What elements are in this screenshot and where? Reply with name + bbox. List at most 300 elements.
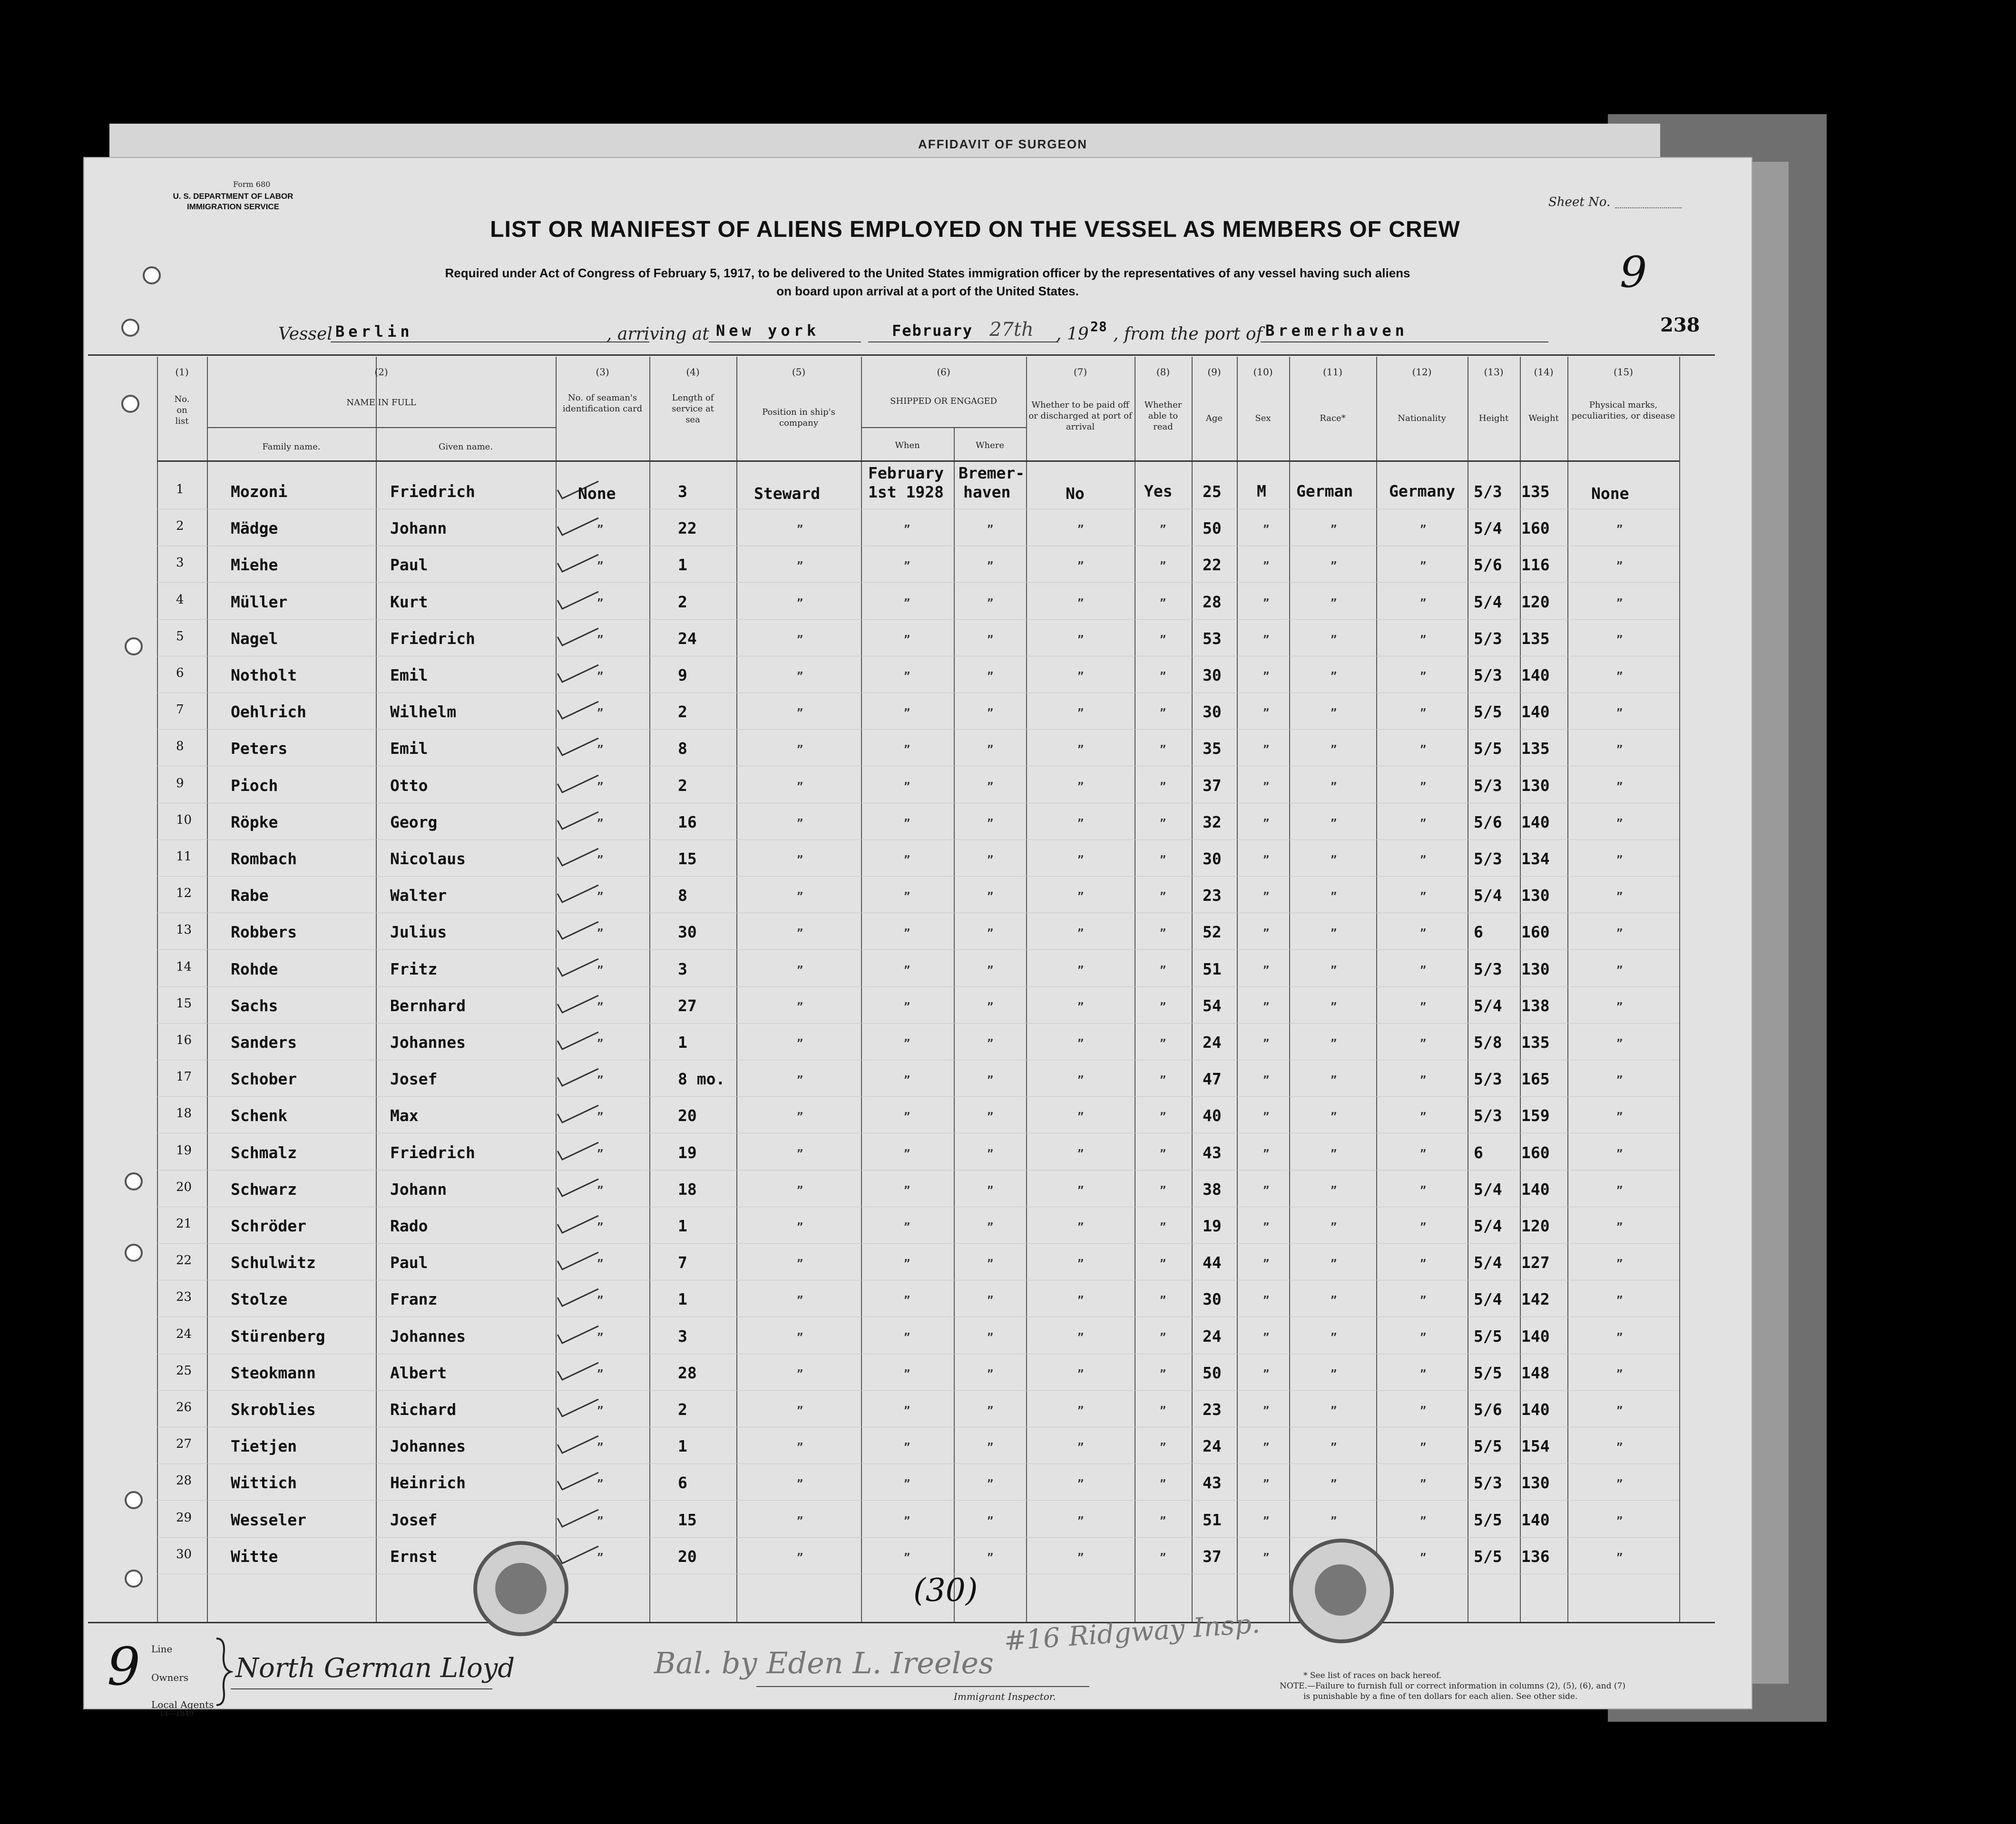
given-name: Johann (390, 1180, 447, 1199)
family-name: Oehlrich (231, 702, 306, 722)
ditto-mark-id-card: ” (597, 854, 604, 866)
ditto-mark-paid-off: ” (1077, 1038, 1084, 1050)
ditto-mark-position: ” (797, 964, 803, 976)
checkmark-icon (556, 700, 604, 722)
weight: 140 (1521, 702, 1550, 722)
row-rule (157, 729, 1679, 730)
ditto-mark-position: ” (797, 524, 803, 536)
table-row (0, 916, 2016, 952)
age: 23 (1203, 1400, 1222, 1419)
family-name: Mozoni (231, 482, 288, 501)
row1-physical: None (1591, 484, 1629, 503)
ditto-mark-race: ” (1331, 1111, 1337, 1123)
given-name: Nicolaus (390, 849, 466, 868)
inspector-label: Immigrant Inspector. (954, 1691, 1056, 1702)
weight: 140 (1521, 812, 1550, 831)
service-name: IMMIGRATION SERVICE (187, 202, 279, 211)
ditto-mark-where: ” (987, 1258, 994, 1270)
checkmark-icon (556, 1508, 604, 1531)
agency-block (147, 191, 319, 212)
list-number: 28 (176, 1473, 192, 1488)
age: 32 (1203, 812, 1222, 831)
date-underline (868, 341, 1058, 342)
table-row (0, 806, 2016, 842)
row1-where-line2: haven (963, 483, 1011, 501)
ditto-mark-when: ” (904, 1038, 910, 1050)
ditto-mark-position: ” (797, 1551, 803, 1564)
family-name: Mädge (231, 519, 278, 538)
ditto-mark-when: ” (904, 1442, 910, 1454)
age: 53 (1203, 629, 1222, 648)
ditto-mark-position: ” (797, 1442, 803, 1454)
ditto-mark-physical: ” (1616, 1001, 1623, 1013)
ditto-mark-nationality: ” (1420, 1148, 1427, 1160)
ditto-mark-nationality: ” (1420, 1442, 1427, 1454)
height: 5/5 (1474, 1363, 1502, 1382)
ditto-mark-physical: ” (1616, 707, 1623, 720)
family-name: Schröder (231, 1217, 306, 1235)
ditto-mark-paid-off: ” (1077, 524, 1084, 536)
row-rule (157, 839, 1679, 840)
header-length-service: Length of service at sea (672, 393, 714, 425)
given-name: Friedrich (390, 482, 475, 501)
ditto-mark-nationality: ” (1420, 1368, 1427, 1380)
family-name: Schwarz (231, 1180, 297, 1199)
ditto-mark-where: ” (987, 1148, 994, 1160)
handwritten-sheet-number: 9 (1620, 247, 1647, 297)
form-code: 14—1849 (159, 1709, 194, 1718)
ditto-mark-paid-off: ” (1077, 1184, 1084, 1197)
vessel-line (278, 319, 1705, 347)
list-number: 18 (176, 1106, 192, 1121)
family-name: Stolze (231, 1290, 288, 1309)
height: 5/3 (1474, 849, 1502, 868)
weight: 160 (1521, 923, 1550, 942)
age: 50 (1203, 1363, 1222, 1382)
checkmark-icon (556, 994, 604, 1016)
ditto-mark-id-card: ” (597, 817, 604, 829)
table-row (0, 1026, 2016, 1063)
table-row (0, 1320, 2016, 1356)
ditto-mark-id-card: ” (597, 1295, 604, 1307)
ditto-mark-race: ” (1331, 1001, 1337, 1013)
ditto-mark-physical: ” (1616, 964, 1623, 976)
page-subtitle (304, 264, 1551, 300)
ditto-mark-able-read: ” (1160, 1184, 1166, 1197)
ditto-mark-position: ” (797, 1184, 803, 1197)
table-row (0, 1100, 2016, 1136)
column-number-9: (9) (1207, 366, 1221, 378)
ditto-mark-id-card: ” (597, 1148, 604, 1160)
height: 5/6 (1474, 556, 1502, 575)
header-given-name: Given name. (438, 442, 493, 452)
height: 5/8 (1474, 1033, 1502, 1052)
age: 44 (1203, 1253, 1222, 1272)
owners-underline (231, 1688, 492, 1689)
given-name: Otto (390, 776, 428, 795)
ditto-mark-race: ” (1331, 1368, 1337, 1380)
header-where: Where (975, 440, 1004, 450)
checkmark-icon (556, 553, 604, 575)
family-name: Schmalz (231, 1143, 297, 1162)
given-name: Johannes (390, 1437, 466, 1456)
length-of-service: 20 (678, 1547, 697, 1566)
ditto-mark-when: ” (904, 524, 910, 536)
ditto-mark-able-read: ” (1160, 817, 1166, 829)
family-name: Robbers (231, 923, 297, 942)
table-row (0, 843, 2016, 879)
ditto-mark-id-card: ” (597, 891, 604, 903)
height: 5/3 (1474, 482, 1502, 501)
age: 54 (1203, 996, 1222, 1015)
checkmark-icon (556, 1177, 604, 1200)
ditto-mark-when: ” (904, 1405, 910, 1417)
ditto-mark-where: ” (987, 707, 994, 720)
ditto-mark-sex: ” (1263, 1368, 1270, 1380)
ditto-mark-sex: ” (1263, 560, 1270, 573)
ditto-mark-paid-off: ” (1077, 707, 1084, 720)
given-name: Josef (390, 1510, 438, 1529)
length-of-service: 2 (678, 592, 687, 611)
list-number: 8 (176, 739, 184, 754)
table-top-rule (88, 354, 1715, 356)
ditto-mark-nationality: ” (1420, 927, 1427, 940)
shipped-subheader-rule (861, 427, 1026, 428)
list-number: 5 (176, 629, 184, 644)
ditto-mark-physical: ” (1616, 891, 1623, 903)
column-number-15: (15) (1613, 366, 1634, 378)
height: 5/3 (1474, 1106, 1502, 1125)
height: 5/4 (1474, 996, 1502, 1015)
ditto-mark-where: ” (987, 1038, 994, 1050)
ditto-mark-physical: ” (1616, 817, 1623, 829)
list-number: 25 (176, 1363, 192, 1378)
ditto-mark-race: ” (1331, 1515, 1337, 1527)
ditto-mark-when: ” (904, 780, 910, 793)
checkmark-icon (556, 1361, 604, 1384)
list-number: 9 (176, 776, 184, 790)
ditto-mark-able-read: ” (1160, 1001, 1166, 1013)
ditto-mark-where: ” (987, 634, 994, 646)
ditto-mark-nationality: ” (1420, 1001, 1427, 1013)
ditto-mark-paid-off: ” (1077, 597, 1084, 609)
length-of-service: 1 (678, 1033, 687, 1052)
length-of-service: 2 (678, 702, 687, 722)
ditto-mark-paid-off: ” (1077, 671, 1084, 683)
ditto-mark-able-read: ” (1160, 1368, 1166, 1380)
ditto-mark-nationality: ” (1420, 1295, 1427, 1307)
list-number: 22 (176, 1253, 192, 1268)
column-number-2: (2) (374, 366, 388, 378)
ditto-mark-able-read: ” (1160, 671, 1166, 683)
row1-race: German (1296, 482, 1353, 500)
family-name: Sanders (231, 1033, 297, 1052)
table-row (0, 953, 2016, 989)
inspector-signature-line (756, 1686, 1089, 1687)
year-suffix: 28 (1090, 319, 1107, 334)
header-shipped-engaged: SHIPPED OR ENGAGED (890, 396, 997, 406)
ditto-mark-position: ” (797, 1478, 803, 1491)
ditto-mark-sex: ” (1263, 854, 1270, 866)
ditto-mark-when: ” (904, 854, 910, 866)
ditto-mark-paid-off: ” (1077, 1221, 1084, 1233)
ditto-mark-where: ” (987, 671, 994, 683)
list-number: 20 (176, 1180, 192, 1194)
checkmark-icon (556, 516, 604, 539)
ditto-mark-paid-off: ” (1077, 1295, 1084, 1307)
ditto-mark-where: ” (987, 1184, 994, 1197)
age: 19 (1203, 1217, 1222, 1235)
ditto-mark-when: ” (904, 1515, 910, 1527)
ditto-mark-paid-off: ” (1077, 744, 1084, 756)
weight: 140 (1521, 1400, 1550, 1419)
ditto-mark-sex: ” (1263, 1148, 1270, 1160)
checkmark-icon (556, 663, 604, 686)
ditto-mark-race: ” (1331, 1478, 1337, 1491)
length-of-service: 3 (678, 959, 687, 978)
row1-nationality: Germany (1389, 482, 1456, 500)
age: 37 (1203, 1547, 1222, 1566)
ditto-mark-able-read: ” (1160, 927, 1166, 940)
weight: 159 (1521, 1106, 1550, 1125)
ditto-mark-id-card: ” (597, 597, 604, 609)
ditto-mark-sex: ” (1263, 817, 1270, 829)
ditto-mark-race: ” (1331, 964, 1337, 976)
family-name: Schulwitz (231, 1253, 316, 1272)
ditto-mark-sex: ” (1263, 1184, 1270, 1197)
height: 5/4 (1474, 519, 1502, 538)
column-number-11: (11) (1322, 366, 1343, 378)
ditto-mark-sex: ” (1263, 1442, 1270, 1454)
ditto-mark-id-card: ” (597, 1184, 604, 1197)
given-name: Johannes (390, 1327, 466, 1346)
ditto-mark-position: ” (797, 1038, 803, 1050)
list-number: 6 (176, 666, 184, 680)
given-name: Ernst (390, 1547, 438, 1566)
ditto-mark-position: ” (797, 817, 803, 829)
ditto-mark-id-card: ” (597, 1258, 604, 1270)
age: 37 (1203, 776, 1222, 795)
given-name: Heinrich (390, 1473, 466, 1492)
ditto-mark-paid-off: ” (1077, 1331, 1084, 1344)
ditto-mark-when: ” (904, 1258, 910, 1270)
age: 43 (1203, 1473, 1222, 1492)
ditto-mark-position: ” (797, 1221, 803, 1233)
ditto-mark-nationality: ” (1420, 634, 1427, 646)
ditto-mark-able-read: ” (1160, 560, 1166, 573)
ditto-mark-where: ” (987, 780, 994, 793)
consulate-seal-right (1289, 1539, 1394, 1643)
ditto-mark-able-read: ” (1160, 1442, 1166, 1454)
height: 5/6 (1474, 1400, 1502, 1419)
vessel-name: Berlin (335, 322, 413, 341)
ditto-mark-where: ” (987, 1331, 994, 1344)
ditto-mark-when: ” (904, 1148, 910, 1160)
family-name: Schober (231, 1070, 297, 1089)
height: 6 (1474, 923, 1483, 942)
ditto-mark-sex: ” (1263, 1551, 1270, 1564)
ditto-mark-where: ” (987, 597, 994, 609)
footer-note (1280, 1670, 1708, 1702)
page-number: 238 (1660, 314, 1700, 336)
total-count: (30) (913, 1572, 978, 1609)
list-number: 23 (176, 1290, 192, 1305)
ditto-mark-paid-off: ” (1077, 780, 1084, 793)
length-of-service: 24 (678, 629, 697, 648)
weight: 135 (1521, 482, 1550, 501)
ditto-mark-position: ” (797, 1331, 803, 1344)
note-races: * See list of races on back hereof. (1303, 1671, 1442, 1680)
family-name: Tietjen (231, 1437, 297, 1456)
length-of-service: 27 (678, 996, 697, 1015)
length-of-service: 16 (678, 812, 697, 831)
ditto-mark-sex: ” (1263, 1258, 1270, 1270)
weight: 160 (1521, 519, 1550, 538)
ditto-mark-sex: ” (1263, 1074, 1270, 1087)
ditto-mark-nationality: ” (1420, 1551, 1427, 1564)
ditto-mark-position: ” (797, 744, 803, 756)
ditto-mark-id-card: ” (597, 560, 604, 573)
ditto-mark-id-card: ” (597, 780, 604, 793)
sheet-number-field (1615, 207, 1682, 208)
ditto-mark-nationality: ” (1420, 780, 1427, 793)
family-name: Schenk (231, 1106, 288, 1125)
ditto-mark-id-card: ” (597, 1111, 604, 1123)
ditto-mark-where: ” (987, 1074, 994, 1087)
ditto-mark-id-card: ” (597, 634, 604, 646)
length-of-service: 6 (678, 1473, 687, 1492)
list-number: 21 (176, 1217, 192, 1231)
column-number-7: (7) (1073, 366, 1087, 378)
binder-hole (121, 395, 139, 413)
ditto-mark-physical: ” (1616, 597, 1623, 609)
length-of-service: 18 (678, 1180, 697, 1199)
ditto-mark-where: ” (987, 1221, 994, 1233)
departure-port: Bremerhaven (1265, 322, 1408, 340)
ditto-mark-position: ” (797, 927, 803, 940)
ditto-mark-when: ” (904, 1551, 910, 1564)
height: 5/5 (1474, 702, 1502, 722)
ditto-mark-race: ” (1331, 1074, 1337, 1087)
length-of-service: 30 (678, 923, 697, 942)
table-row (0, 770, 2016, 806)
ditto-mark-nationality: ” (1420, 1258, 1427, 1270)
ditto-mark-able-read: ” (1160, 744, 1166, 756)
ditto-mark-when: ” (904, 707, 910, 720)
length-of-service: 8 mo. (678, 1070, 725, 1089)
ditto-mark-where: ” (987, 964, 994, 976)
height: 6 (1474, 1143, 1483, 1162)
row1-position: Steward (754, 484, 821, 503)
row1-where-line1: Bremer- (959, 464, 1025, 482)
ditto-mark-when: ” (904, 927, 910, 940)
table-row (0, 1173, 2016, 1209)
ditto-mark-race: ” (1331, 1442, 1337, 1454)
ditto-mark-nationality: ” (1420, 1111, 1427, 1123)
ditto-mark-paid-off: ” (1077, 1515, 1084, 1527)
ditto-mark-sex: ” (1263, 1331, 1270, 1344)
ditto-mark-sex: ” (1263, 707, 1270, 720)
weight: 136 (1521, 1547, 1550, 1566)
given-name: Emil (390, 666, 428, 684)
checkmark-icon (556, 883, 604, 906)
age: 24 (1203, 1437, 1222, 1456)
checkmark-icon (556, 736, 604, 759)
checkmark-icon (556, 590, 604, 613)
given-name: Bernhard (390, 996, 466, 1015)
ditto-mark-race: ” (1331, 1184, 1337, 1197)
checkmark-icon (556, 847, 604, 869)
height: 5/5 (1474, 1547, 1502, 1566)
margin-handwritten-number: 9 (107, 1636, 140, 1697)
seal-eagle (1315, 1564, 1366, 1616)
column-number-5: (5) (792, 366, 806, 378)
arrival-day: 27th (989, 319, 1034, 341)
length-of-service: 19 (678, 1143, 697, 1162)
ditto-mark-nationality: ” (1420, 1331, 1427, 1344)
ditto-mark-sex: ” (1263, 927, 1270, 940)
line-label: Line (151, 1643, 173, 1655)
ditto-mark-when: ” (904, 891, 910, 903)
from-port-label: , from the port of (1113, 324, 1262, 344)
ditto-mark-when: ” (904, 1331, 910, 1344)
ditto-mark-id-card: ” (597, 1368, 604, 1380)
length-of-service: 1 (678, 1217, 687, 1235)
column-number-6: (6) (937, 366, 950, 378)
age: 38 (1203, 1180, 1222, 1199)
row-rule (157, 619, 1679, 620)
length-of-service: 3 (678, 482, 687, 501)
ditto-mark-sex: ” (1263, 1001, 1270, 1013)
ditto-mark-race: ” (1331, 1405, 1337, 1417)
column-number-1: (1) (175, 366, 189, 378)
ditto-mark-physical: ” (1616, 560, 1623, 573)
ditto-mark-physical: ” (1616, 1184, 1623, 1197)
ditto-mark-sex: ” (1263, 744, 1270, 756)
height: 5/4 (1474, 592, 1502, 611)
ditto-mark-nationality: ” (1420, 707, 1427, 720)
height: 5/4 (1474, 886, 1502, 905)
ditto-mark-nationality: ” (1420, 1184, 1427, 1197)
ditto-mark-id-card: ” (597, 1074, 604, 1087)
height: 5/3 (1474, 776, 1502, 795)
row-rule (157, 1243, 1679, 1244)
ditto-mark-able-read: ” (1160, 1478, 1166, 1491)
ditto-mark-id-card: ” (597, 927, 604, 940)
ditto-mark-physical: ” (1616, 854, 1623, 866)
ditto-mark-able-read: ” (1160, 634, 1166, 646)
table-row (0, 659, 2016, 695)
row-rule (157, 986, 1679, 987)
given-name: Kurt (390, 592, 428, 611)
header-height: Height (1478, 413, 1509, 423)
header-race: Race* (1320, 413, 1346, 423)
age: 24 (1203, 1033, 1222, 1052)
ditto-mark-nationality: ” (1420, 671, 1427, 683)
list-number: 1 (176, 482, 184, 497)
weight: 134 (1521, 849, 1550, 868)
ditto-mark-sex: ” (1263, 780, 1270, 793)
ditto-mark-sex: ” (1263, 1038, 1270, 1050)
age: 30 (1203, 849, 1222, 868)
header-nationality: Nationality (1398, 413, 1446, 423)
checkmark-icon (556, 920, 604, 943)
ditto-mark-race: ” (1331, 524, 1337, 536)
arrival-month: February (892, 322, 973, 340)
ditto-mark-able-read: ” (1160, 707, 1166, 720)
ditto-mark-id-card: ” (597, 1442, 604, 1454)
ditto-mark-sex: ” (1263, 524, 1270, 536)
